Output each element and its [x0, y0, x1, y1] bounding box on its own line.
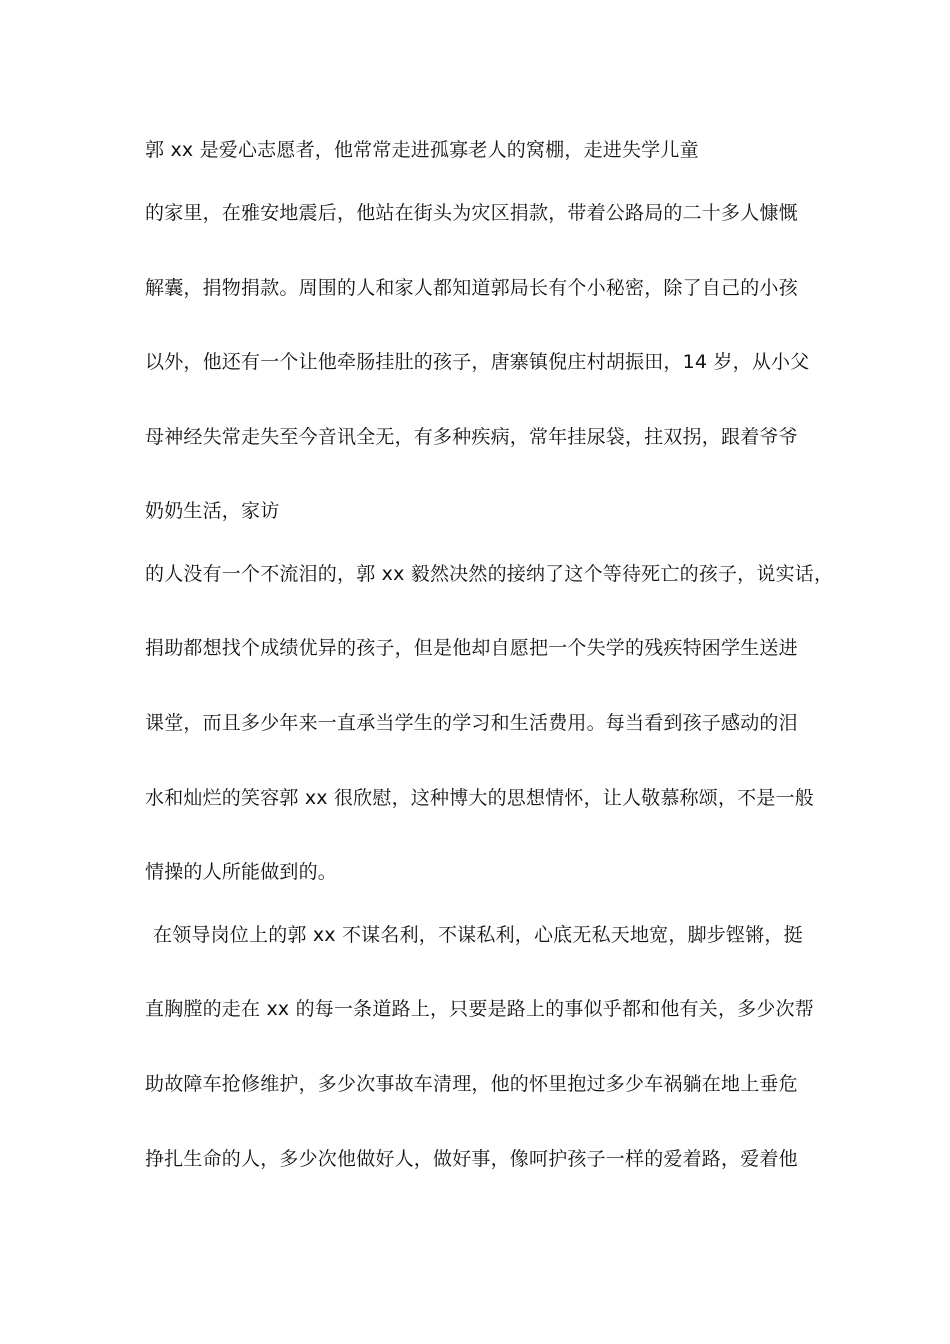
paragraph-line-1: 郭 xx 是爱心志愿者，他常常走进孤寡老人的窝棚，走进失学儿童	[145, 139, 699, 161]
paragraph-line-7: 的人没有一个不流泪的，郭 xx 毅然决然的接纳了这个等待死亡的孩子，说实话，	[145, 563, 834, 585]
paragraph-line-10: 水和灿烂的笑容郭 xx 很欣慰，这种博大的思想情怀，让人敬慕称颂，不是一般	[145, 787, 814, 809]
paragraph-line-5: 母神经失常走失至今音讯全无，有多种疾病，常年挂尿袋，拄双拐，跟着爷爷	[145, 426, 798, 448]
paragraph-line-13: 直胸膛的走在 xx 的每一条道路上，只要是路上的事似乎都和他有关，多少次帮	[145, 998, 814, 1020]
paragraph-line-15: 挣扎生命的人，多少次他做好人，做好事，像呵护孩子一样的爱着路，爱着他	[145, 1148, 798, 1170]
paragraph-line-6: 奶奶生活，家访	[145, 500, 280, 522]
paragraph-line-2: 的家里，在雅安地震后，他站在街头为灾区捐款，带着公路局的二十多人慷慨	[145, 202, 798, 224]
paragraph-line-8: 捐助都想找个成绩优异的孩子，但是他却自愿把一个失学的残疾特困学生送进	[145, 637, 798, 659]
paragraph-line-11: 情操的人所能做到的。	[145, 861, 338, 883]
paragraph-line-12: 在领导岗位上的郭 xx 不谋名利，不谋私利，心底无私天地宽，脚步铿锵，挺	[153, 924, 803, 946]
paragraph-line-4: 以外，他还有一个让他牵肠挂肚的孩子，唐寨镇倪庄村胡振田，14 岁，从小父	[145, 351, 810, 373]
paragraph-line-14: 助故障车抢修维护，多少次事故车清理，他的怀里抱过多少车祸躺在地上垂危	[145, 1073, 798, 1095]
paragraph-line-3: 解囊，捐物捐款。周围的人和家人都知道郭局长有个小秘密，除了自己的小孩	[145, 277, 798, 299]
paragraph-line-9: 课堂，而且多少年来一直承当学生的学习和生活费用。每当看到孩子感动的泪	[145, 712, 798, 734]
